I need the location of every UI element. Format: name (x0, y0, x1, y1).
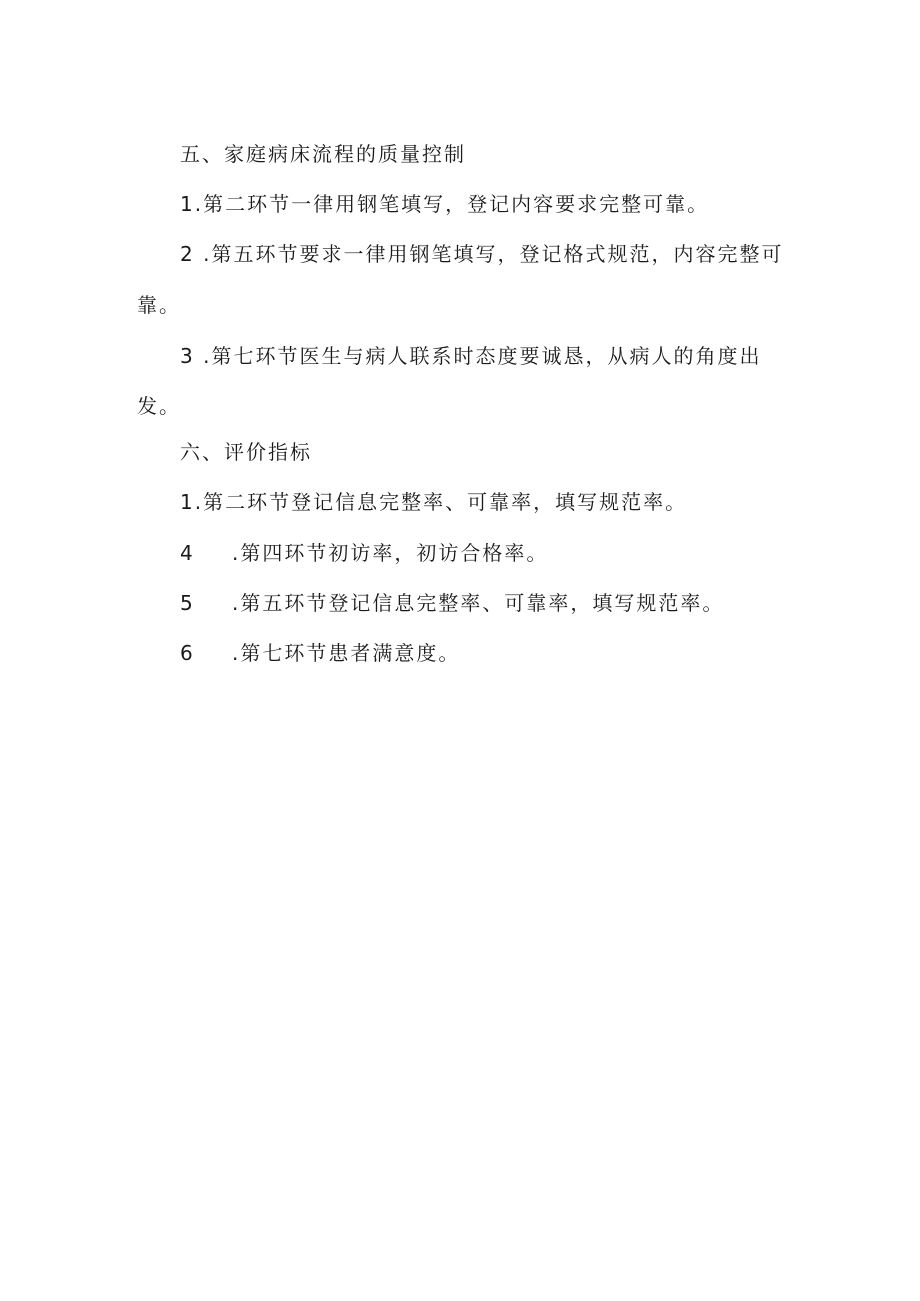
indicator-item-6-number: 6 (180, 641, 195, 665)
indicator-item-6 (180, 640, 460, 666)
paragraph-item-3-line-2: 发。 (137, 394, 181, 418)
indicator-item-5-text: .第五环节登记信息完整率、可靠率，填写规范率。 (232, 591, 725, 615)
paragraph-item-2-line-2: 靠。 (137, 293, 181, 317)
section-heading-evaluation-indicators: 六、评价指标 (180, 440, 312, 464)
indicator-item-6-text: .第七环节患者满意度。 (232, 641, 461, 665)
paragraph-item-1: 1.第二环节一律用钢笔填写，登记内容要求完整可靠。 (180, 192, 710, 216)
indicator-item-5-number: 5 (180, 591, 195, 615)
section-heading-quality-control: 五、家庭病床流程的质量控制 (180, 142, 466, 166)
indicator-item-4-number: 4 (180, 541, 195, 565)
indicator-item-4-text: .第四环节初访率，初访合格率。 (232, 541, 549, 565)
indicator-item-4 (180, 540, 548, 566)
paragraph-item-2-line-1: 2 .第五环节要求一律用钢笔填写，登记格式规范，内容完整可 (180, 242, 784, 266)
indicator-item-5 (180, 590, 724, 616)
indicator-item-1: 1.第二环节登记信息完整率、可靠率，填写规范率。 (180, 490, 688, 514)
paragraph-item-3-line-1: 3 .第七环节医生与病人联系时态度要诚恳，从病人的角度出 (180, 344, 762, 368)
